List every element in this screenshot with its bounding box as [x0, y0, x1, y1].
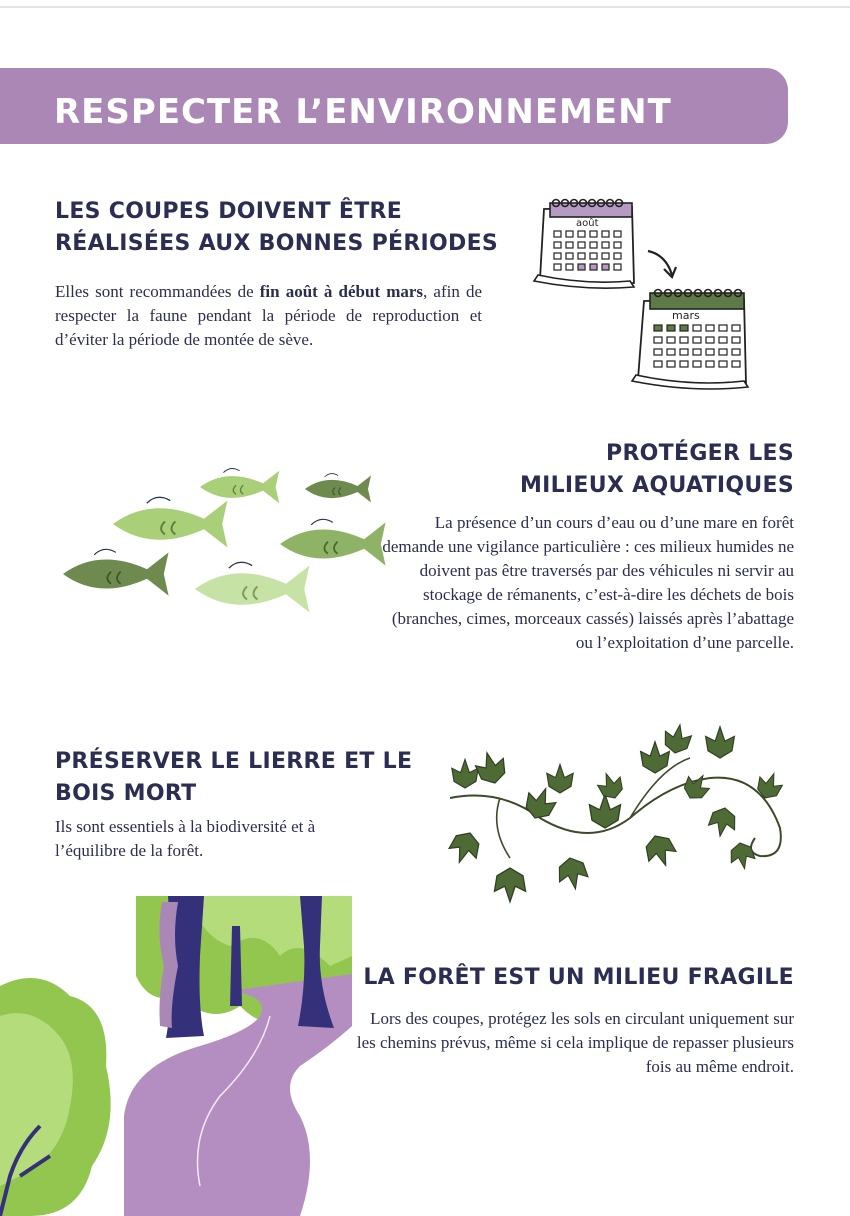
- fish-icon: [113, 497, 227, 547]
- top-border: [0, 6, 850, 8]
- ivy-leaf-icon: [662, 723, 693, 756]
- calendar-august-icon: [534, 200, 634, 289]
- arrow-icon: [648, 251, 676, 277]
- highlight-period: fin août à début mars: [259, 282, 424, 301]
- section-coupes-title: [55, 196, 498, 260]
- ivy-leaf-icon: [641, 831, 679, 870]
- ivy-leaf-icon: [641, 742, 670, 773]
- section-lierre-title-line1: PRÉSERVER LE LIERRE ET LE: [55, 749, 413, 774]
- ivy-leaf-icon: [547, 764, 573, 793]
- ivy-leaf-icon: [680, 769, 714, 804]
- forest-path-illustration: [0, 896, 352, 1216]
- fish-icon: [195, 562, 309, 612]
- fish-icon: [63, 549, 169, 595]
- section-lierre-text: Ils sont essentiels à la biodiversité et à l’équilibre de la forêt.: [55, 817, 316, 860]
- calendar-illustration: [530, 195, 760, 395]
- ivy-leaf-icon: [589, 794, 620, 828]
- section-aquatique-text: La présence d’un cours d’eau ou d’une mare en forêt demande une vigilance particulière : ces milieux humides ne doivent pas être traversés par des véhicules ni servir au stockage de rémanents, c’est-à-dire les déchets de bois (branches, cimes, morceaux cassés) laissés après l’abattage ou l’exploitation d’une parcelle.: [382, 513, 794, 652]
- section-aquatique-title: [520, 438, 794, 502]
- calendar-march-label: mars: [672, 309, 700, 322]
- calendar-august-label: août: [576, 218, 599, 229]
- ivy-leaf-icon: [595, 769, 626, 802]
- ivy-leaf-icon: [446, 828, 484, 867]
- section-aquatique-title-line2: MILIEUX AQUATIQUES: [519, 473, 794, 498]
- fish-icon: [280, 519, 386, 565]
- fish-icon: [305, 474, 371, 503]
- ivy-leaf-icon: [473, 749, 509, 787]
- section-lierre-title: [55, 746, 412, 810]
- calendar-march-icon: [632, 290, 748, 390]
- section-coupes-title-line2: RÉALISÉES AUX BONNES PÉRIODES: [55, 231, 499, 256]
- ivy-illustration: [440, 728, 790, 893]
- section-foret-title: LA FORÊT EST UN MILIEU FRAGILE: [363, 965, 794, 990]
- ivy-leaf-icon: [706, 727, 735, 758]
- section-lierre-title-line2: BOIS MORT: [55, 781, 197, 806]
- ivy-leaf-icon: [754, 769, 785, 802]
- page-title: RESPECTER L’ENVIRONNEMENT: [54, 92, 672, 132]
- ivy-leaf-icon: [556, 855, 590, 891]
- section-coupes-title-line1: LES COUPES DOIVENT ÊTRE: [55, 199, 403, 224]
- section-aquatique-title-line1: PROTÉGER LES: [606, 441, 794, 466]
- fish-illustration: [55, 462, 390, 617]
- section-coupes-text: Elles sont recommandées de fin août à début mars, afin de respecter la faune pendant la période de reproduction et d’éviter la période de montée de sève.: [55, 282, 482, 349]
- ivy-leaf-icon: [452, 759, 478, 788]
- ivy-leaf-icon: [707, 806, 738, 839]
- fish-icon: [200, 468, 279, 503]
- ivy-leaf-icon: [494, 868, 525, 902]
- section-foret-text: Lors des coupes, protégez les sols en circulant uniquement sur les chemins prévus, même si cela implique de repasser plusieurs fois au même endroit.: [356, 1009, 794, 1076]
